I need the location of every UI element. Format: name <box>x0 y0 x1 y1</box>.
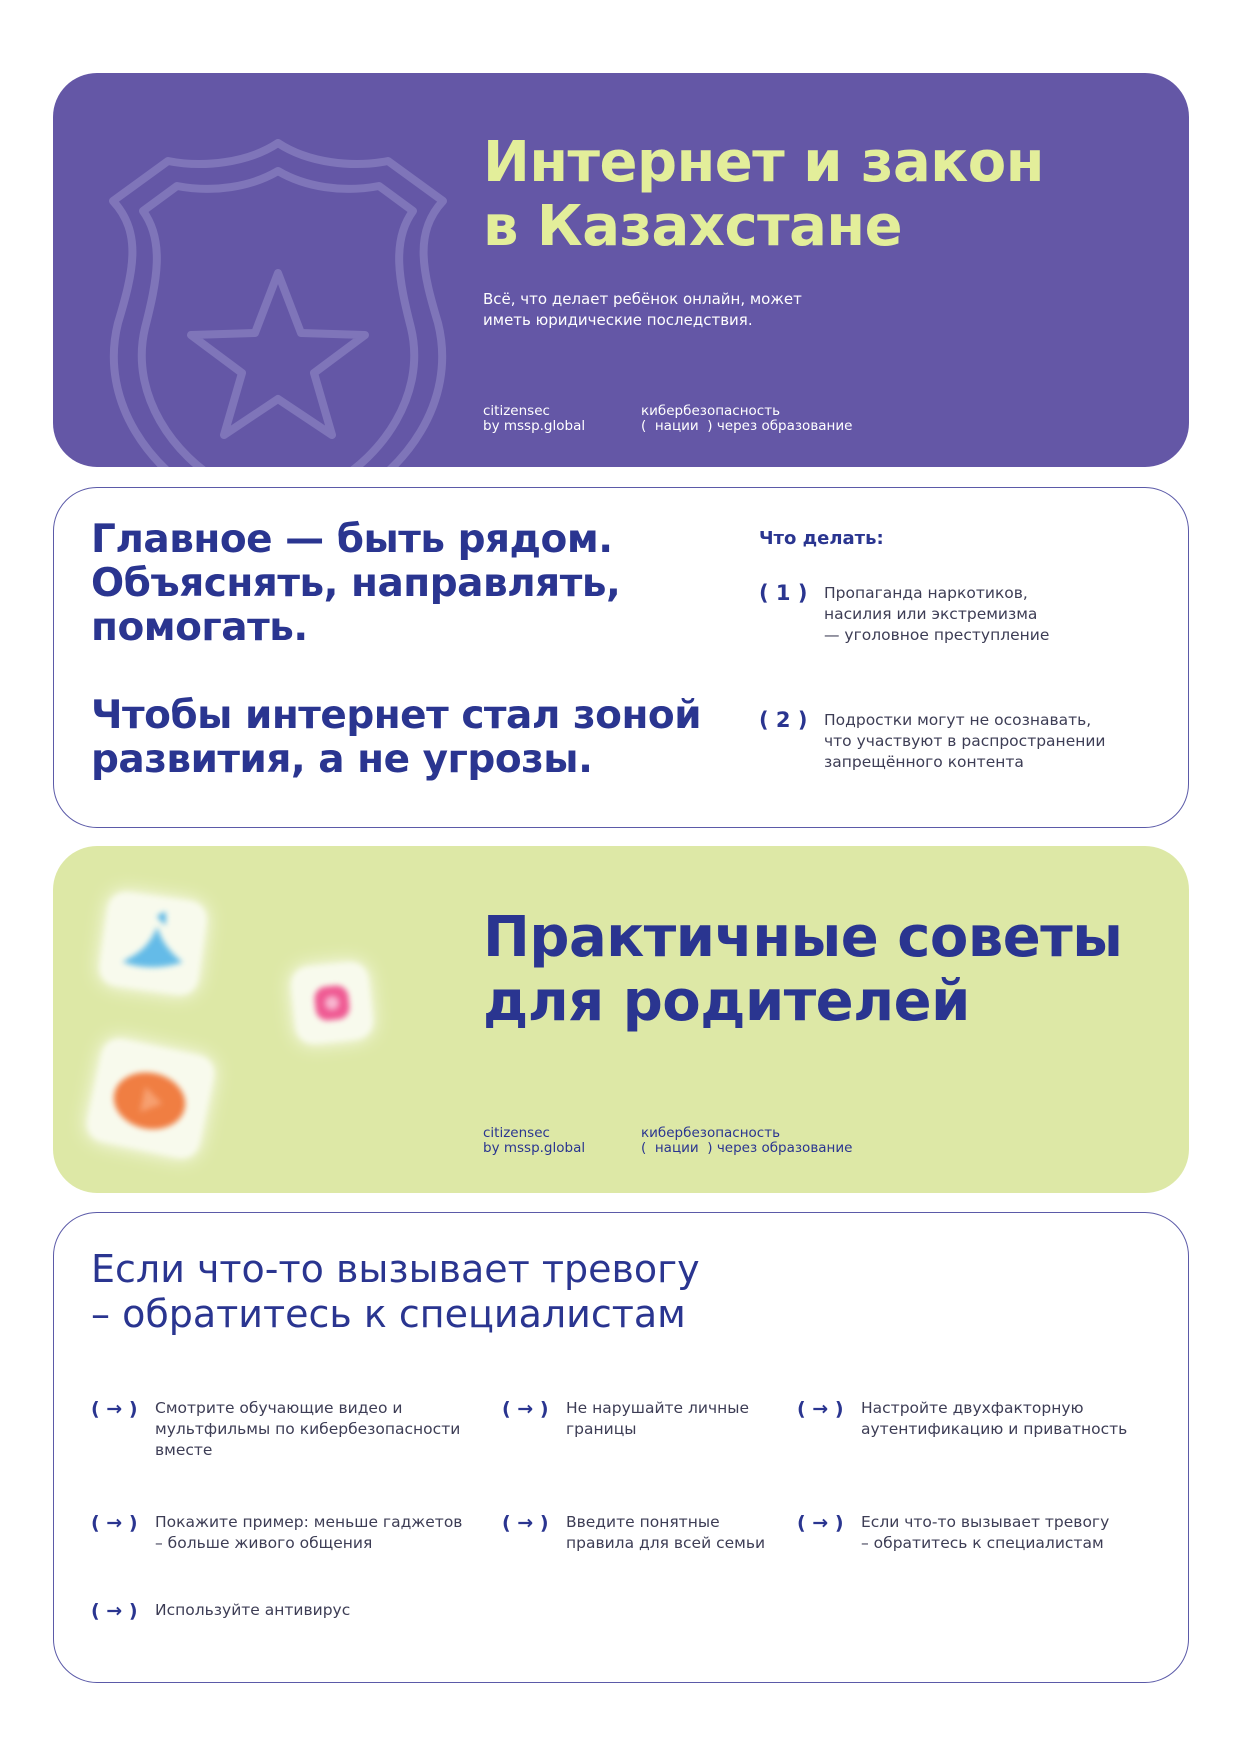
what-to-do-heading: Что делать: <box>759 528 884 549</box>
brand-logo-text: citizensec by mssp.global <box>483 403 586 434</box>
arrow-right-icon: ( → ) <box>502 1512 549 1534</box>
list-item: Пропаганда наркотиков, насилия или экстремизма — уголовное преступление <box>824 584 1050 644</box>
blurred-app-tile <box>97 890 209 998</box>
item-number: ( 1 ) <box>759 581 808 605</box>
blurred-app-tile <box>83 1035 217 1162</box>
hero-card-law <box>53 73 1189 467</box>
hero-subtitle: Всё, что делает ребёнок онлайн, может иметь юридические последствия. <box>483 290 802 329</box>
key-message-goal: Чтобы интернет стал зоной развития, а не угрозы. <box>91 693 702 782</box>
arrow-right-icon: ( → ) <box>797 1512 844 1534</box>
list-item: Подростки могут не осознавать, что участвуют в распространении запрещённого контента <box>824 711 1106 771</box>
orange-play-icon <box>83 1035 217 1162</box>
key-message-main: Главное — быть рядом. Объяснять, направлять, помогать. <box>91 517 621 650</box>
tips-card: Если что-то вызывает тревогу – обратитесь к специалистам ( → ) Смотрите обучающие видео и мультфильмы по кибербезопасности вместе ( → ) Не нарушайте личные границы ( → ) Настройте двухфакторную аутентификацию и приватность ( → ) Покажите пример: меньше гаджетов – больше живого общения ( → ) Введите понятные правила для всей семьи ( → ) Если что-то вызывает тревогу – обратитесь к специалистам ( → ) Используйте антивирус <box>53 1212 1189 1683</box>
police-badge-star-icon <box>73 123 483 467</box>
section-title: Практичные советы для родителей <box>483 905 1123 1034</box>
tips-heading: Если что-то вызывает тревогу – обратитесь к специалистам <box>91 1247 700 1336</box>
practical-tips-banner <box>53 846 1189 1193</box>
item-number: ( 2 ) <box>759 708 808 732</box>
blue-app-icon <box>97 890 209 998</box>
arrow-right-icon: ( → ) <box>797 1398 844 1420</box>
pink-app-icon <box>289 960 375 1046</box>
brand-tagline: кибербезопасность ( нации ) через образование <box>641 1125 853 1156</box>
arrow-right-icon: ( → ) <box>91 1512 138 1534</box>
page-title: Интернет и закон в Казахстане <box>483 130 1044 259</box>
key-message-card <box>53 487 1189 828</box>
arrow-right-icon: ( → ) <box>91 1600 138 1622</box>
arrow-right-icon: ( → ) <box>502 1398 549 1420</box>
brand-logo-text: citizensec by mssp.global <box>483 1125 586 1156</box>
blurred-app-tile <box>289 960 375 1046</box>
brand-tagline: кибербезопасность ( нации ) через образование <box>641 403 853 434</box>
arrow-right-icon: ( → ) <box>91 1398 138 1420</box>
